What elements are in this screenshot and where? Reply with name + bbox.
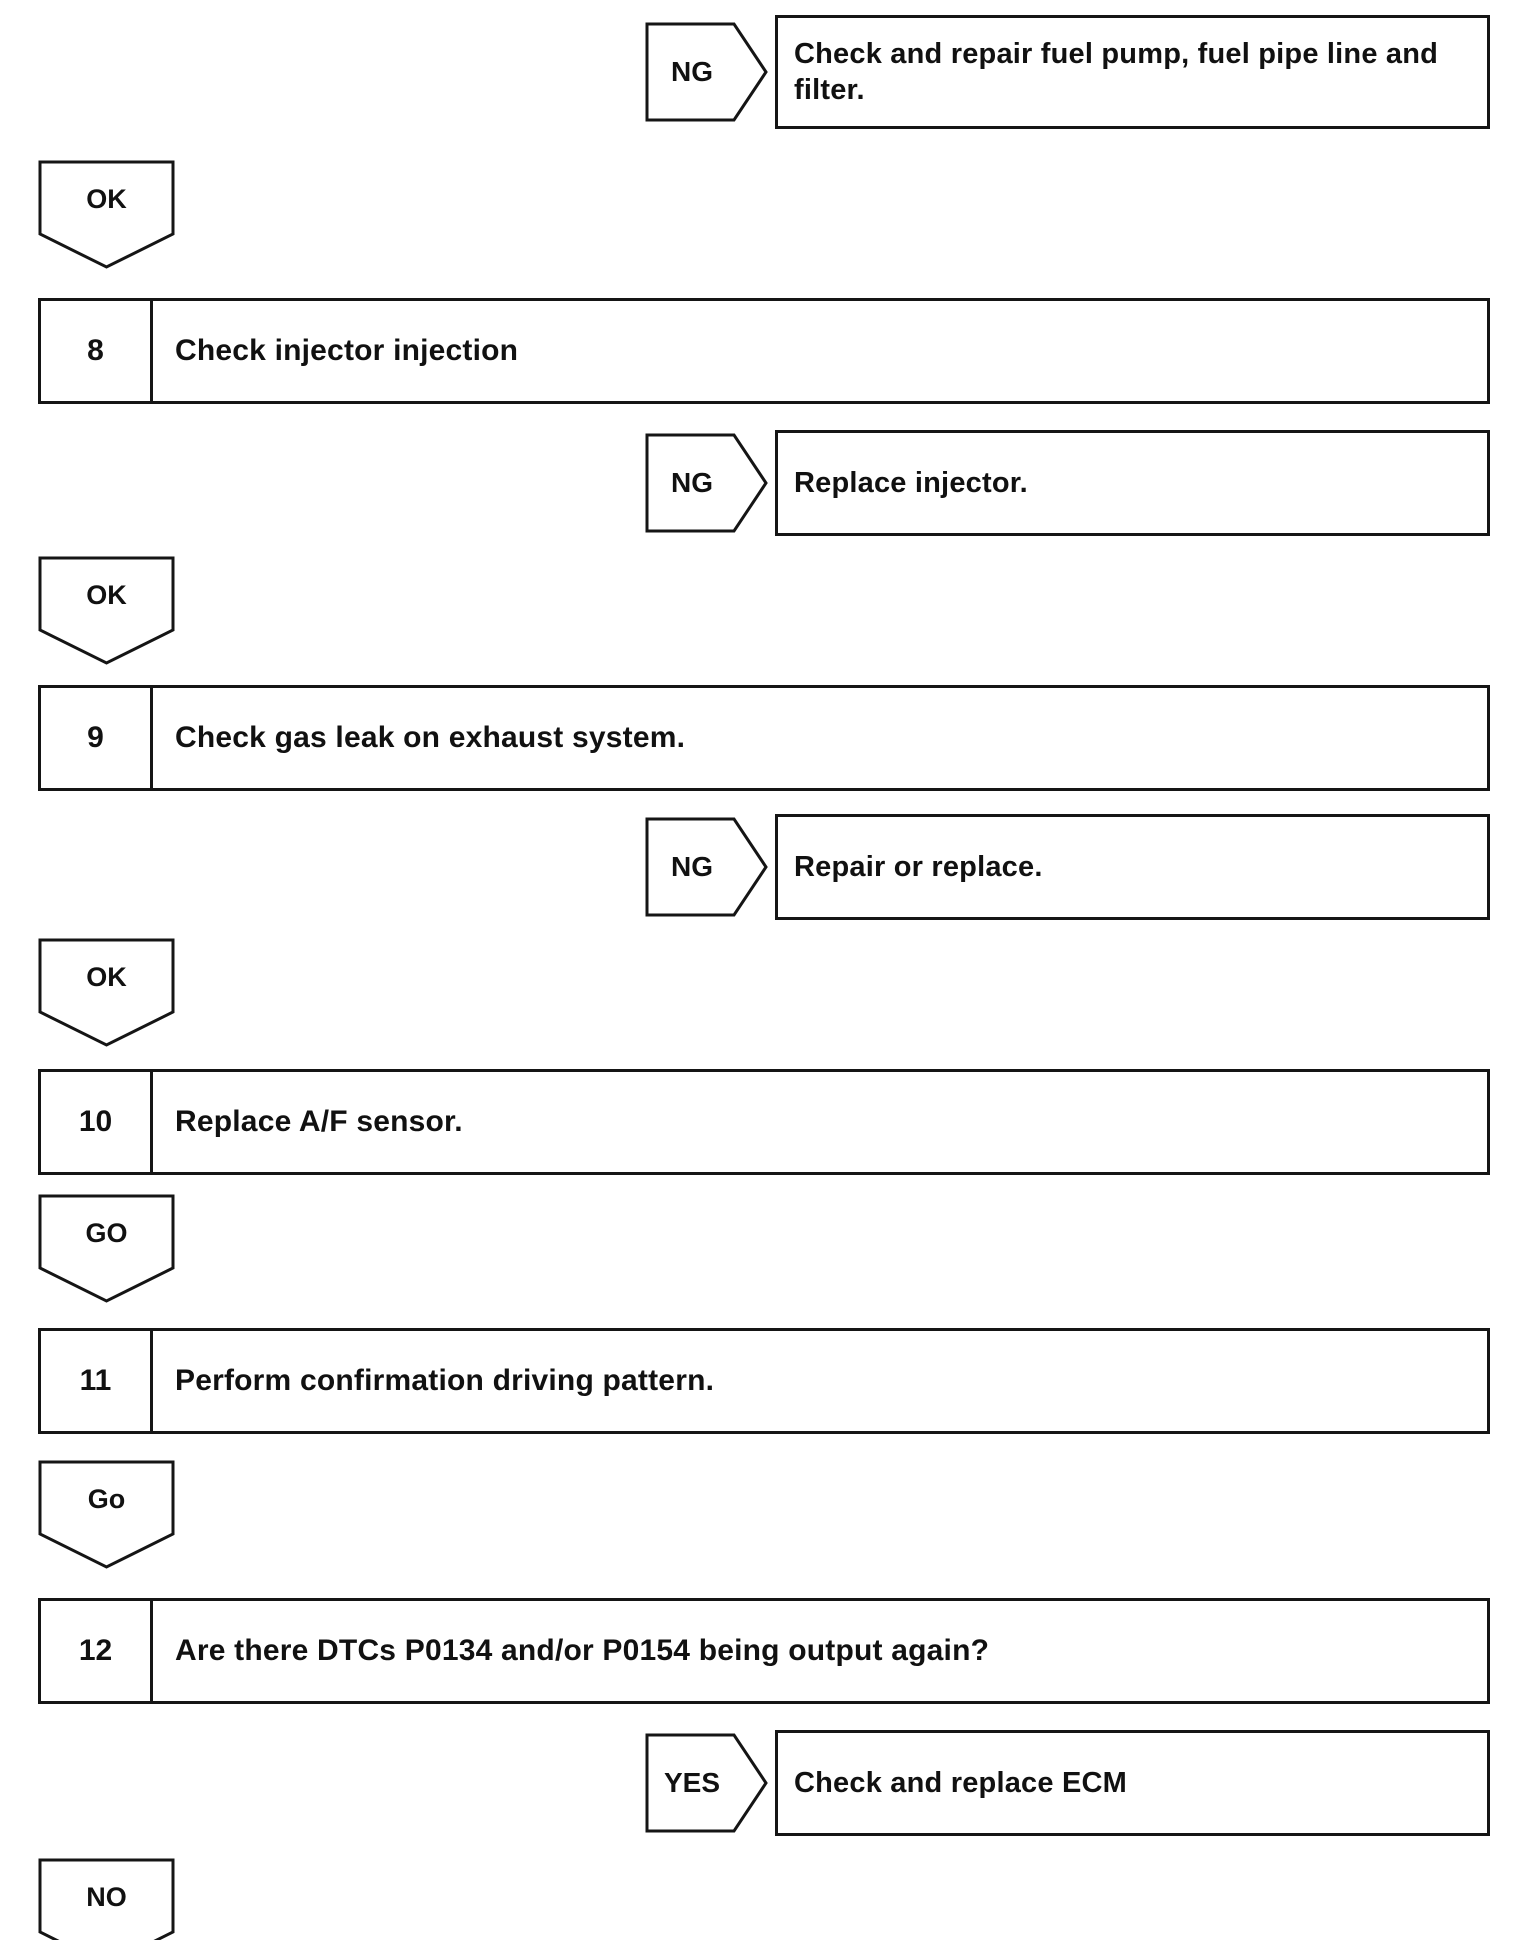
connector-label: Go bbox=[87, 1483, 126, 1514]
connector-label: GO bbox=[85, 1217, 128, 1248]
result-box-fuel-pump bbox=[775, 15, 1490, 129]
step-label: Replace A/F sensor. bbox=[175, 1105, 463, 1138]
step-box-12 bbox=[38, 1598, 1490, 1704]
step-label: Check gas leak on exhaust system. bbox=[175, 721, 686, 754]
result-text: Repair or replace. bbox=[794, 850, 1043, 883]
result-box-check-replace-ecm bbox=[775, 1730, 1490, 1836]
decision-tag-ng-2 bbox=[645, 433, 769, 533]
result-box-repair-or-replace bbox=[775, 814, 1490, 920]
step-label: Perform confirmation driving pattern. bbox=[175, 1364, 715, 1397]
decision-tag-label: NG bbox=[671, 851, 713, 882]
result-box-replace-injector bbox=[775, 430, 1490, 536]
connector-label: OK bbox=[86, 961, 127, 992]
step-label: Check injector injection bbox=[175, 334, 519, 367]
connector-ok-2 bbox=[38, 556, 175, 666]
decision-tag-label: YES bbox=[663, 1767, 721, 1798]
step-number: 9 bbox=[41, 688, 153, 788]
connector-ok-1 bbox=[38, 160, 175, 270]
step-number: 12 bbox=[41, 1601, 153, 1701]
step-box-11 bbox=[38, 1328, 1490, 1434]
step-number: 11 bbox=[41, 1331, 153, 1431]
step-box-10 bbox=[38, 1069, 1490, 1175]
connector-label: OK bbox=[86, 579, 127, 610]
result-text: Check and replace ECM bbox=[794, 1766, 1127, 1799]
step-box-9 bbox=[38, 685, 1490, 791]
connector-label: NO bbox=[86, 1881, 127, 1912]
connector-no bbox=[38, 1858, 175, 1940]
decision-tag-label: NG bbox=[671, 467, 713, 498]
result-text: Replace injector. bbox=[794, 466, 1028, 499]
step-number: 8 bbox=[41, 301, 153, 401]
step-number: 10 bbox=[41, 1072, 153, 1172]
step-label: Are there DTCs P0134 and/or P0154 being output again? bbox=[175, 1634, 990, 1667]
connector-label: OK bbox=[86, 183, 127, 214]
connector-ok-3 bbox=[38, 938, 175, 1048]
decision-tag-ng-3 bbox=[645, 817, 769, 917]
connector-go-1 bbox=[38, 1194, 175, 1304]
decision-tag-ng-1 bbox=[645, 22, 769, 122]
decision-tag-label: NG bbox=[671, 56, 713, 87]
decision-tag-yes bbox=[645, 1733, 769, 1833]
result-text: Check and repair fuel pump, fuel pipe line and filter. bbox=[794, 37, 1439, 106]
step-box-8 bbox=[38, 298, 1490, 404]
connector-go-2 bbox=[38, 1460, 175, 1570]
